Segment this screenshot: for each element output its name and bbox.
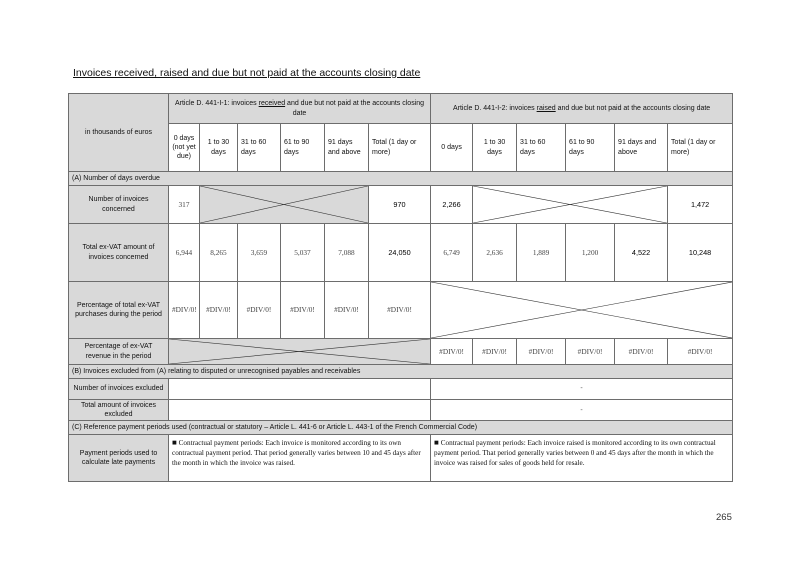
raised-header: Article D. 441-I-2: invoices raised and due but not paid at the accounts closing date xyxy=(431,94,733,124)
received-excluded-count xyxy=(169,379,431,400)
raised-pct-3: #DIV/0! xyxy=(566,339,615,365)
received-excluded-amount xyxy=(169,400,431,421)
raised-amount-0: 6,749 xyxy=(431,224,473,282)
section-a-title: (A) Number of days overdue xyxy=(69,172,733,186)
col-received-total: Total (1 day or more) xyxy=(369,124,431,172)
raised-amount-total: 10,248 xyxy=(668,224,733,282)
raised-pct-total: #DIV/0! xyxy=(668,339,733,365)
received-pct-total: #DIV/0! xyxy=(369,282,431,339)
received-amount-1: 8,265 xyxy=(200,224,238,282)
received-pct-4: #DIV/0! xyxy=(325,282,369,339)
bullet-icon: ■ xyxy=(434,438,439,448)
row-label-invoices-count: Number of invoices concerned xyxy=(69,186,169,224)
col-raised-total: Total (1 day or more) xyxy=(668,124,733,172)
col-raised-3: 61 to 90 days xyxy=(566,124,615,172)
col-raised-0: 0 days xyxy=(431,124,473,172)
raised-pct-2: #DIV/0! xyxy=(517,339,566,365)
col-received-2: 31 to 60 days xyxy=(238,124,281,172)
raised-pct-0: #DIV/0! xyxy=(431,339,473,365)
received-pct-0: #DIV/0! xyxy=(169,282,200,339)
raised-amount-3: 1,200 xyxy=(566,224,615,282)
raised-amount-2: 1,889 xyxy=(517,224,566,282)
received-pct-1: #DIV/0! xyxy=(200,282,238,339)
received-amount-3: 5,037 xyxy=(281,224,325,282)
received-payment-periods: ■ Contractual payment periods: Each invoice is monitored according to its own contractual payment period. That period generally varies between 10 and 45 days after the month in which the invoice was raised. xyxy=(169,435,431,482)
crossed-out-cell xyxy=(473,186,668,224)
received-amount-0: 6,944 xyxy=(169,224,200,282)
received-amount-2: 3,659 xyxy=(238,224,281,282)
crossed-out-cell xyxy=(200,186,369,224)
page-number: 265 xyxy=(716,512,732,523)
received-amount-total: 24,050 xyxy=(369,224,431,282)
bullet-icon: ■ xyxy=(172,438,177,448)
col-received-1: 1 to 30 days xyxy=(200,124,238,172)
section-b-title: (B) Invoices excluded from (A) relating to disputed or unrecognised payables and receivables xyxy=(69,365,733,379)
col-raised-4: 91 days and above xyxy=(615,124,668,172)
raised-pct-4: #DIV/0! xyxy=(615,339,668,365)
units-label: in thousands of euros xyxy=(69,94,169,172)
section-c-title: (C) Reference payment periods used (contractual or statutory – Article L. 441-6 or Article L. 443-1 of the French Commercial Code) xyxy=(69,421,733,435)
row-label-pct-purchases: Percentage of total ex-VAT purchases during the period xyxy=(69,282,169,339)
received-amount-4: 7,088 xyxy=(325,224,369,282)
col-received-3: 61 to 90 days xyxy=(281,124,325,172)
page-title: Invoices received, raised and due but not paid at the accounts closing date xyxy=(73,67,421,79)
row-label-amount: Total ex-VAT amount of invoices concerned xyxy=(69,224,169,282)
raised-amount-1: 2,636 xyxy=(473,224,517,282)
crossed-out-cell xyxy=(169,339,431,365)
raised-pct-1: #DIV/0! xyxy=(473,339,517,365)
col-received-0: 0 days (not yet due) xyxy=(169,124,200,172)
row-label-excluded-amount: Total amount of invoices excluded xyxy=(69,400,169,421)
invoices-table xyxy=(68,93,733,482)
col-raised-2: 31 to 60 days xyxy=(517,124,566,172)
row-label-excluded-count: Number of invoices excluded xyxy=(69,379,169,400)
row-label-pct-revenue: Percentage of ex-VAT revenue in the period xyxy=(69,339,169,365)
received-count-total: 970 xyxy=(369,186,431,224)
raised-count-total: 1,472 xyxy=(668,186,733,224)
col-raised-1: 1 to 30 days xyxy=(473,124,517,172)
raised-payment-periods: ■ Contractual payment periods: Each invoice raised is monitored according to its own contractual payment period. That period generally varies between 0 and 45 days after the month in which the invoice was raised for sales of goods held for resale. xyxy=(431,435,733,482)
received-header: Article D. 441-I-1: invoices received and due but not paid at the accounts closing date xyxy=(169,94,431,124)
row-label-payment-periods: Payment periods used to calculate late payments xyxy=(69,435,169,482)
crossed-out-cell xyxy=(431,282,733,339)
raised-count-0: 2,266 xyxy=(431,186,473,224)
raised-excluded-count: - xyxy=(431,379,733,400)
received-count-0: 317 xyxy=(169,186,200,224)
raised-amount-4: 4,522 xyxy=(615,224,668,282)
received-pct-3: #DIV/0! xyxy=(281,282,325,339)
col-received-4: 91 days and above xyxy=(325,124,369,172)
raised-excluded-amount: - xyxy=(431,400,733,421)
received-pct-2: #DIV/0! xyxy=(238,282,281,339)
